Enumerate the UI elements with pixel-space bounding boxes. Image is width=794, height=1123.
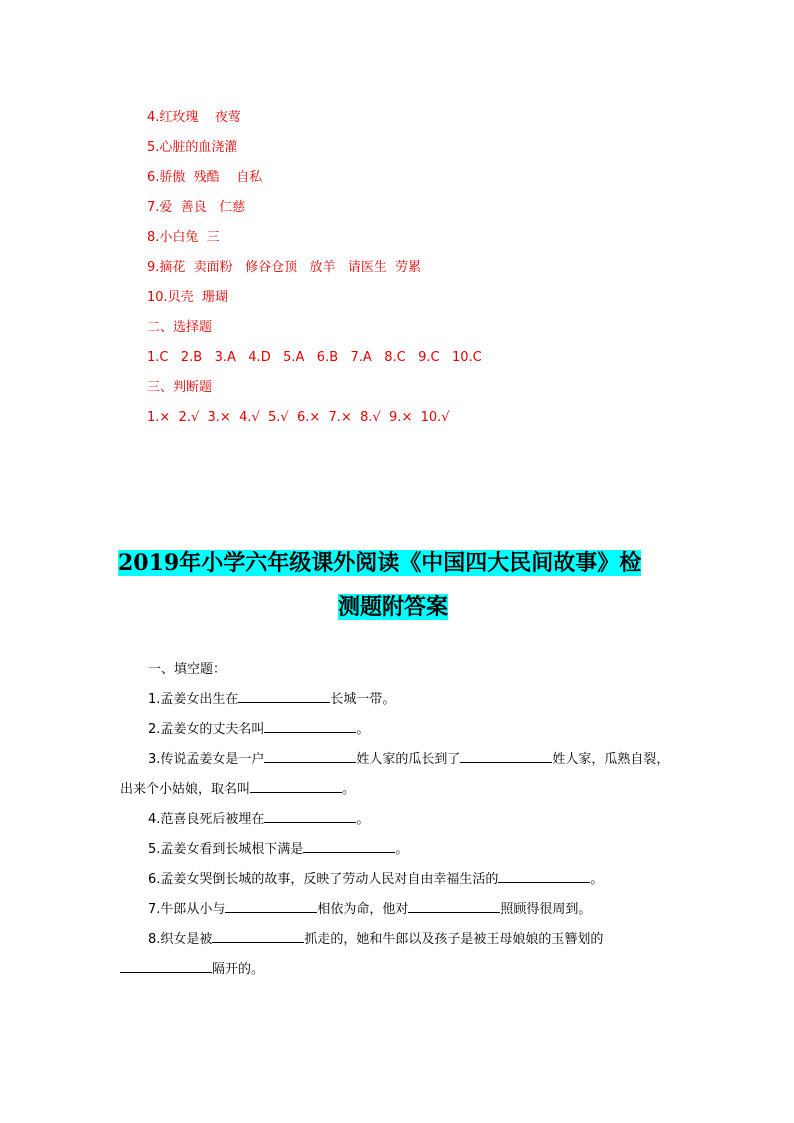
document-title-line-2: 测题附答案 (338, 594, 449, 620)
quiz-body (120, 655, 680, 985)
answer-line: 6.骄傲 残酷 自私 (147, 170, 263, 185)
answer-blank[interactable] (498, 868, 590, 883)
answer-blank[interactable] (264, 808, 356, 823)
answer-blank[interactable] (250, 778, 342, 793)
answer-section-heading: 二、选择题 (147, 320, 213, 335)
question-7: 7.牛郎从小与 相依为命，他对 照顾得很周到。 (120, 895, 680, 925)
question-2: 2.孟姜女的丈夫名叫 。 (120, 715, 680, 745)
answer-blank[interactable] (460, 748, 552, 763)
answer-section-heading: 三、判断题 (147, 380, 213, 395)
answer-line: 1.× 2.√ 3.× 4.√ 5.√ 6.× 7.× 8.√ 9.× 10.√ (147, 410, 450, 425)
question-1: 1.孟姜女出生在 长城一带。 (120, 685, 680, 715)
answer-line: 8.小白兔 三 (147, 230, 220, 245)
question-4: 4.范喜良死后被埋在 。 (120, 805, 680, 835)
answer-blank[interactable] (408, 898, 500, 913)
answer-line: 9.摘花 卖面粉 修谷仓顶 放羊 请医生 劳累 (147, 260, 422, 275)
answer-line: 10.贝壳 珊瑚 (147, 290, 228, 305)
answer-blank[interactable] (264, 718, 356, 733)
question-6: 6.孟姜女哭倒长城的故事，反映了劳动人民对自由幸福生活的 。 (120, 865, 680, 895)
answer-blank[interactable] (264, 748, 356, 763)
answer-blank[interactable] (238, 688, 330, 703)
answer-blank[interactable] (212, 928, 304, 943)
question-3: 3.传说孟姜女是一户 姓人家的瓜长到了 姓人家，瓜熟自裂，出来个小姑娘，取名叫 。 (120, 745, 680, 805)
answer-list (147, 106, 482, 436)
answer-line: 7.爱 善良 仁慈 (147, 200, 246, 215)
answer-blank[interactable] (225, 898, 317, 913)
answer-blank[interactable] (120, 958, 212, 973)
quiz-section-heading: 一、填空题： (148, 662, 227, 677)
question-8: 8.织女是被 抓走的，她和牛郎以及孩子是被王母娘娘的玉簪划的隔开的。 (120, 925, 680, 985)
question-5: 5.孟姜女看到长城根下满是 。 (120, 835, 680, 865)
answer-line: 4.红玫瑰 夜莺 (147, 110, 241, 125)
answer-blank[interactable] (303, 838, 395, 853)
document-title-line-1: 2019年小学六年级课外阅读《中国四大民间故事》检 (118, 550, 642, 576)
answer-line: 5.心脏的血浇灌 (147, 140, 238, 155)
answer-line: 1.C 2.B 3.A 4.D 5.A 6.B 7.A 8.C 9.C 10.C (147, 350, 482, 365)
